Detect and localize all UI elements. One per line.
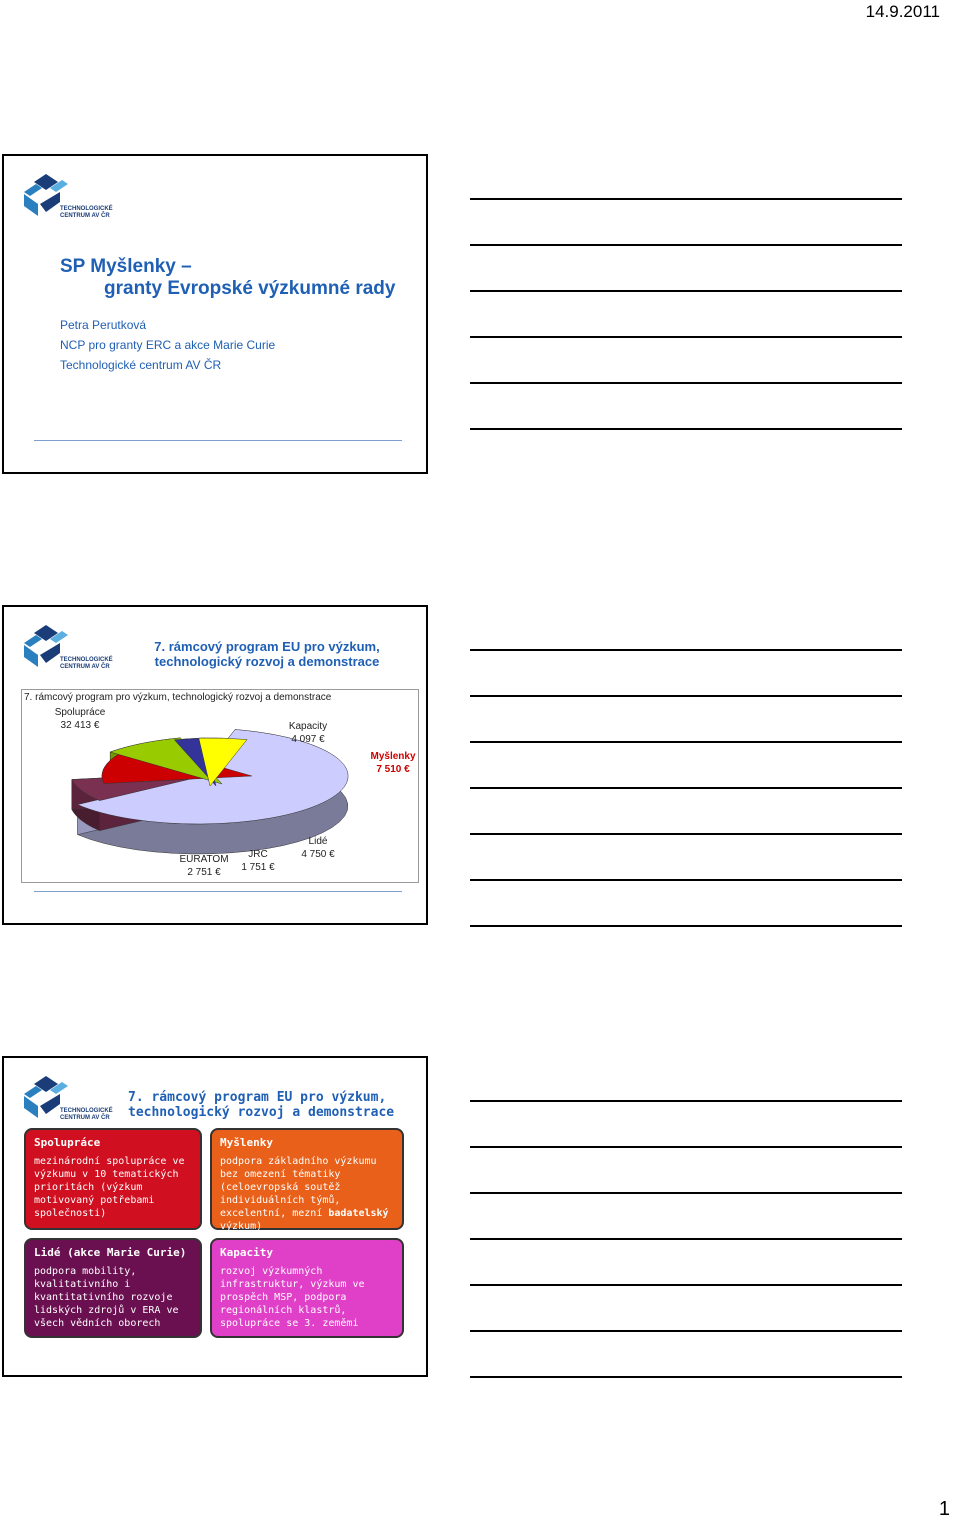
- box-body: rozvoj výzkumných infrastruktur, výzkum ve prospěch MSP, podpora regionálních klastrů, spolupráce se 3. zeměmi: [220, 1266, 365, 1329]
- pie-chart: [21, 689, 419, 883]
- slide-3: [2, 1056, 428, 1377]
- slide-2: [2, 605, 428, 925]
- label-spoluprace: Spolupráce 32 413 €: [54, 707, 106, 731]
- logo-text: TECHNOLOGICKÉ CENTRUM AV ČR: [60, 1108, 113, 1121]
- slide-2-heading: 7. rámcový program EU pro výzkum, technologický rozvoj a demonstrace: [154, 639, 380, 669]
- tc-logo: [20, 172, 113, 227]
- chart-title: 7. rámcový program pro výzkum, technologický rozvoj a demonstrace: [24, 692, 332, 703]
- label-jrc: JRC 1 751 €: [241, 849, 275, 873]
- box-title: Lidé (akce Marie Curie): [34, 1246, 187, 1259]
- logo-text: TECHNOLOGICKÉ CENTRUM AV ČR: [60, 657, 113, 670]
- label-kapacity: Kapacity 4 097 €: [288, 721, 328, 745]
- divider: [34, 891, 402, 892]
- box-body: podpora základního výzkumu bez omezení tématiky (celoevropská soutěž individuálních týmů, excelentní, mezní badatelský výzkum): [220, 1156, 389, 1232]
- label-lide: Lidé 4 750 €: [301, 836, 335, 860]
- box-myslenky: [210, 1128, 404, 1230]
- presenter-org: Technologické centrum AV ČR: [60, 358, 222, 372]
- slide-1: [2, 154, 428, 474]
- slide-3-heading: 7. rámcový program EU pro výzkum, technologický rozvoj a demonstrace: [128, 1090, 395, 1120]
- presenter-role: NCP pro granty ERC a akce Marie Curie: [60, 338, 276, 352]
- box-title: Myšlenky: [220, 1136, 273, 1149]
- box-spoluprace: [24, 1128, 202, 1230]
- box-body: mezinárodní spolupráce ve výzkumu v 10 tematických prioritách (výzkum motivovaný potřebami společnosti): [34, 1156, 185, 1219]
- presenter-name: Petra Perutková: [60, 318, 147, 332]
- label-myslenky: Myšlenky 7 510 €: [370, 751, 416, 775]
- box-title: Kapacity: [220, 1246, 273, 1259]
- box-body: podpora mobility, kvalitativního i kvantitativního rozvoje lidských zdrojů v ERA ve všech vědních oborech: [34, 1266, 179, 1329]
- box-kapacity: [210, 1238, 404, 1338]
- page-date: 14.9.2011: [865, 2, 940, 21]
- divider: [34, 440, 402, 441]
- tc-logo: [20, 623, 113, 678]
- page-number: 1: [938, 1498, 950, 1520]
- tc-logo: [20, 1074, 113, 1129]
- box-lide: [24, 1238, 202, 1338]
- label-euratom: EURATOM 2 751 €: [179, 854, 229, 878]
- box-title: Spolupráce: [34, 1136, 101, 1149]
- slide-1-title: SP Myšlenky – granty Evropské výzkumné rady: [60, 256, 396, 299]
- logo-text: TECHNOLOGICKÉ CENTRUM AV ČR: [60, 206, 113, 219]
